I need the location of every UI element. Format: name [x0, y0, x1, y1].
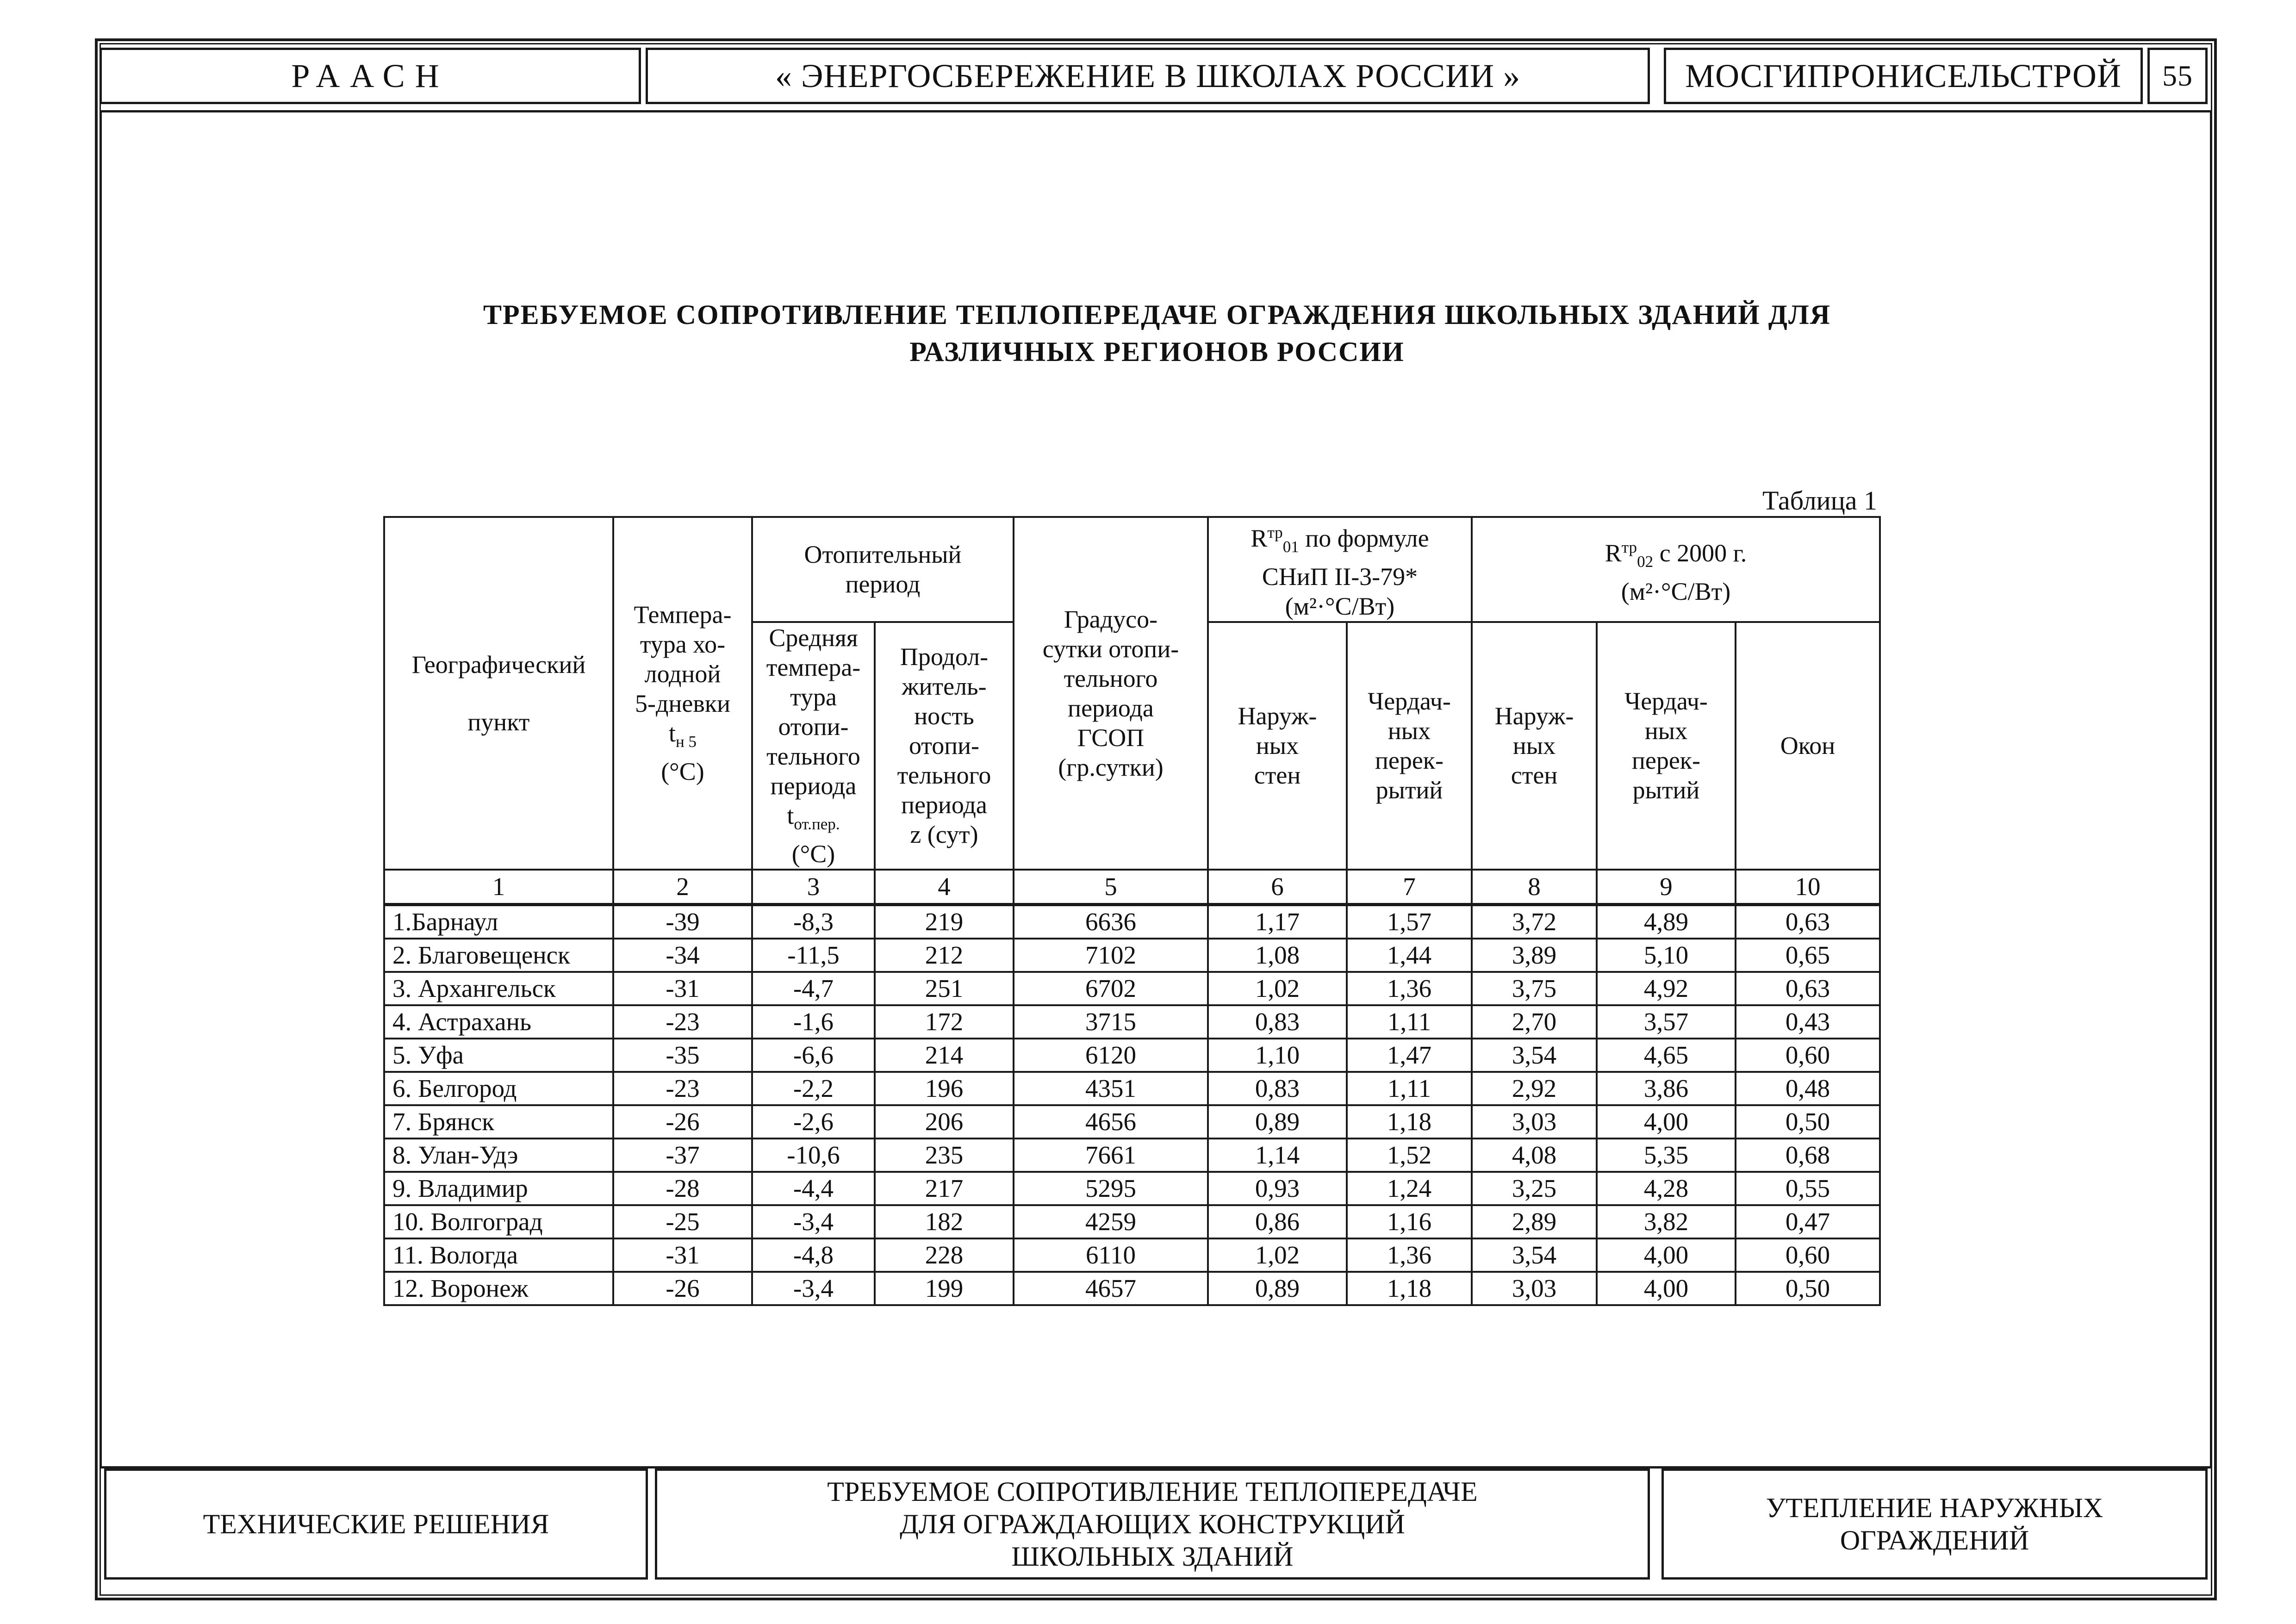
value-cell: 2,89 — [1472, 1205, 1597, 1238]
value-cell: 3,86 — [1597, 1072, 1736, 1105]
value-cell: -31 — [613, 972, 752, 1005]
value-cell: 2,70 — [1472, 1005, 1597, 1039]
value-cell: 0,50 — [1736, 1272, 1880, 1305]
value-cell: 4,92 — [1597, 972, 1736, 1005]
col-num: 2 — [613, 870, 752, 905]
footer-section: ТЕХНИЧЕСКИЕ РЕШЕНИЯ — [104, 1468, 648, 1580]
table-row — [384, 1139, 1880, 1172]
value-cell: 217 — [875, 1172, 1014, 1205]
value-cell: 0,89 — [1208, 1105, 1347, 1139]
value-cell: 1,14 — [1208, 1139, 1347, 1172]
value-cell: -3,4 — [752, 1272, 875, 1305]
value-cell: 1,18 — [1347, 1272, 1472, 1305]
city-cell: 2. Благовещенск — [384, 939, 613, 972]
value-cell: -11,5 — [752, 939, 875, 972]
value-cell: -4,7 — [752, 972, 875, 1005]
city-cell: 6. Белгород — [384, 1072, 613, 1105]
col-num: 4 — [875, 870, 1014, 905]
value-cell: -31 — [613, 1238, 752, 1272]
header-avg-temp: Средняя темпера- тура отопи- тельного периода $t_{от.пер.}$ (°С) — [752, 622, 875, 870]
value-cell: 1,52 — [1347, 1139, 1472, 1172]
table-row — [384, 1072, 1880, 1105]
value-cell: 0,47 — [1736, 1205, 1880, 1238]
header-r01-attic: Чердач- ных перек- рытий — [1347, 622, 1472, 870]
value-cell: 219 — [875, 904, 1014, 939]
value-cell: 3,72 — [1472, 904, 1597, 939]
header-program: « ЭНЕРГОСБЕРЕЖЕНИЕ В ШКОЛАХ РОССИИ » — [646, 48, 1650, 104]
value-cell: 6702 — [1014, 972, 1208, 1005]
value-cell: -25 — [613, 1205, 752, 1238]
value-cell: 172 — [875, 1005, 1014, 1039]
title-line-2: РАЗЛИЧНЫХ РЕГИОНОВ РОССИИ — [909, 336, 1405, 367]
value-cell: 7102 — [1014, 939, 1208, 972]
city-cell: 4. Астрахань — [384, 1005, 613, 1039]
value-cell: -4,8 — [752, 1238, 875, 1272]
page-title — [278, 296, 2036, 370]
value-cell: 0,68 — [1736, 1139, 1880, 1172]
value-cell: 1,02 — [1208, 1238, 1347, 1272]
value-cell: -23 — [613, 1072, 752, 1105]
value-cell: 4657 — [1014, 1272, 1208, 1305]
col-num: 1 — [384, 870, 613, 905]
value-cell: 4,00 — [1597, 1105, 1736, 1139]
value-cell: 0,50 — [1736, 1105, 1880, 1139]
value-cell: 2,92 — [1472, 1072, 1597, 1105]
resistance-table — [383, 516, 1881, 1306]
value-cell: 4259 — [1014, 1205, 1208, 1238]
value-cell: 0,43 — [1736, 1005, 1880, 1039]
value-cell: 6110 — [1014, 1238, 1208, 1272]
table-row — [384, 1238, 1880, 1272]
city-cell: 9. Владимир — [384, 1172, 613, 1205]
col-num: 5 — [1014, 870, 1208, 905]
table-row — [384, 1105, 1880, 1139]
value-cell: 7661 — [1014, 1139, 1208, 1172]
table-row — [384, 1005, 1880, 1039]
header-author: МОСГИПРОНИСЕЛЬСТРОЙ — [1664, 48, 2143, 104]
city-cell: 7. Брянск — [384, 1105, 613, 1139]
footer-chapter: УТЕПЛЕНИЕ НАРУЖНЫХ ОГРАЖДЕНИЙ — [1661, 1468, 2208, 1580]
header-geo: Географический пункт — [384, 517, 613, 870]
value-cell: 3,57 — [1597, 1005, 1736, 1039]
city-cell: 12. Воронеж — [384, 1272, 613, 1305]
value-cell: 6120 — [1014, 1039, 1208, 1072]
value-cell: -2,6 — [752, 1105, 875, 1139]
value-cell: 5,35 — [1597, 1139, 1736, 1172]
value-cell: -26 — [613, 1272, 752, 1305]
value-cell: 1,44 — [1347, 939, 1472, 972]
col-num: 6 — [1208, 870, 1347, 905]
value-cell: 0,63 — [1736, 904, 1880, 939]
value-cell: 235 — [875, 1139, 1014, 1172]
value-cell: 1,02 — [1208, 972, 1347, 1005]
value-cell: 214 — [875, 1039, 1014, 1072]
value-cell: -6,6 — [752, 1039, 875, 1072]
value-cell: 0,60 — [1736, 1039, 1880, 1072]
value-cell: 251 — [875, 972, 1014, 1005]
value-cell: 3,03 — [1472, 1272, 1597, 1305]
header-r02-attic: Чердач- ных перек- рытий — [1597, 622, 1736, 870]
col-num: 8 — [1472, 870, 1597, 905]
value-cell: 6636 — [1014, 904, 1208, 939]
value-cell: -35 — [613, 1039, 752, 1072]
footer-topic: ТРЕБУЕМОЕ СОПРОТИВЛЕНИЕ ТЕПЛОПЕРЕДАЧЕ ДЛЯ ОГРАЖДАЮЩИХ КОНСТРУКЦИЙ ШКОЛЬНЫХ ЗДАНИЙ — [655, 1468, 1650, 1580]
value-cell: 1,36 — [1347, 1238, 1472, 1272]
col-num: 9 — [1597, 870, 1736, 905]
header-temp: Темпера- тура хо- лодной 5-дневки $t_{н 5}$ (°С) — [613, 517, 752, 870]
value-cell: -1,6 — [752, 1005, 875, 1039]
header-org: РААСН — [100, 48, 641, 104]
value-cell: 3,89 — [1472, 939, 1597, 972]
value-cell: 0,55 — [1736, 1172, 1880, 1205]
value-cell: 4,08 — [1472, 1139, 1597, 1172]
value-cell: 0,60 — [1736, 1238, 1880, 1272]
value-cell: 1,17 — [1208, 904, 1347, 939]
value-cell: 0,63 — [1736, 972, 1880, 1005]
value-cell: 5,10 — [1597, 939, 1736, 972]
value-cell: 0,83 — [1208, 1072, 1347, 1105]
header-heating-period: Отопительный период — [752, 517, 1014, 622]
header-r02-walls: Наруж- ных стен — [1472, 622, 1597, 870]
value-cell: 0,65 — [1736, 939, 1880, 972]
table-row — [384, 939, 1880, 972]
value-cell: 0,86 — [1208, 1205, 1347, 1238]
city-cell: 10. Волгоград — [384, 1205, 613, 1238]
value-cell: 1,11 — [1347, 1072, 1472, 1105]
table-caption: Таблица 1 — [1762, 485, 1877, 516]
col-num: 3 — [752, 870, 875, 905]
value-cell: 4,28 — [1597, 1172, 1736, 1205]
value-cell: 4,65 — [1597, 1039, 1736, 1072]
value-cell: 199 — [875, 1272, 1014, 1305]
header-r01: $R^{тр}_{01}$ по формуле СНиП II-3-79* (м²·°С/Вт) — [1208, 517, 1472, 622]
value-cell: 3715 — [1014, 1005, 1208, 1039]
table-row — [384, 972, 1880, 1005]
city-cell: 5. Уфа — [384, 1039, 613, 1072]
table-row — [384, 1205, 1880, 1238]
value-cell: -26 — [613, 1105, 752, 1139]
value-cell: 0,93 — [1208, 1172, 1347, 1205]
table-row — [384, 1272, 1880, 1305]
value-cell: 1,16 — [1347, 1205, 1472, 1238]
header-r02-windows: Окон — [1736, 622, 1880, 870]
value-cell: 4,00 — [1597, 1238, 1736, 1272]
column-number-row — [384, 870, 1880, 905]
value-cell: 3,25 — [1472, 1172, 1597, 1205]
header-r01-walls: Наруж- ных стен — [1208, 622, 1347, 870]
value-cell: 1,18 — [1347, 1105, 1472, 1139]
city-cell: 8. Улан-Удэ — [384, 1139, 613, 1172]
table-body — [384, 904, 1880, 1305]
value-cell: 206 — [875, 1105, 1014, 1139]
header-degree-days: Градусо- сутки отопи- тельного периода ГСОП (гр.сутки) — [1014, 517, 1208, 870]
col-num: 10 — [1736, 870, 1880, 905]
value-cell: 4,89 — [1597, 904, 1736, 939]
value-cell: -10,6 — [752, 1139, 875, 1172]
value-cell: 228 — [875, 1238, 1014, 1272]
value-cell: 4656 — [1014, 1105, 1208, 1139]
table-row — [384, 904, 1880, 939]
value-cell: 212 — [875, 939, 1014, 972]
value-cell: -37 — [613, 1139, 752, 1172]
value-cell: -34 — [613, 939, 752, 972]
value-cell: 1,57 — [1347, 904, 1472, 939]
value-cell: 3,75 — [1472, 972, 1597, 1005]
table-row — [384, 1039, 1880, 1072]
value-cell: 1,08 — [1208, 939, 1347, 972]
value-cell: 3,54 — [1472, 1238, 1597, 1272]
value-cell: -4,4 — [752, 1172, 875, 1205]
value-cell: 3,03 — [1472, 1105, 1597, 1139]
table-row — [384, 1172, 1880, 1205]
city-cell: 1.Барнаул — [384, 904, 613, 939]
page-number: 55 — [2147, 48, 2208, 104]
value-cell: 1,47 — [1347, 1039, 1472, 1072]
value-cell: -39 — [613, 904, 752, 939]
value-cell: 196 — [875, 1072, 1014, 1105]
col-num: 7 — [1347, 870, 1472, 905]
header-duration: Продол- житель- ность отопи- тельного периода z (сут) — [875, 622, 1014, 870]
value-cell: 3,54 — [1472, 1039, 1597, 1072]
value-cell: 0,83 — [1208, 1005, 1347, 1039]
header-r02: $R^{тр}_{02}$ с 2000 г. (м²·°С/Вт) — [1472, 517, 1880, 622]
value-cell: -28 — [613, 1172, 752, 1205]
value-cell: -2,2 — [752, 1072, 875, 1105]
value-cell: 4,00 — [1597, 1272, 1736, 1305]
value-cell: 0,48 — [1736, 1072, 1880, 1105]
value-cell: 1,11 — [1347, 1005, 1472, 1039]
value-cell: -23 — [613, 1005, 752, 1039]
value-cell: 1,10 — [1208, 1039, 1347, 1072]
value-cell: 182 — [875, 1205, 1014, 1238]
title-line-1: ТРЕБУЕМОЕ СОПРОТИВЛЕНИЕ ТЕПЛОПЕРЕДАЧЕ ОГРАЖДЕНИЯ ШКОЛЬНЫХ ЗДАНИЙ ДЛЯ — [483, 299, 1831, 330]
value-cell: 1,36 — [1347, 972, 1472, 1005]
value-cell: -3,4 — [752, 1205, 875, 1238]
value-cell: 0,89 — [1208, 1272, 1347, 1305]
value-cell: 4351 — [1014, 1072, 1208, 1105]
city-cell: 11. Вологда — [384, 1238, 613, 1272]
value-cell: 3,82 — [1597, 1205, 1736, 1238]
value-cell: 5295 — [1014, 1172, 1208, 1205]
value-cell: -8,3 — [752, 904, 875, 939]
city-cell: 3. Архангельск — [384, 972, 613, 1005]
value-cell: 1,24 — [1347, 1172, 1472, 1205]
